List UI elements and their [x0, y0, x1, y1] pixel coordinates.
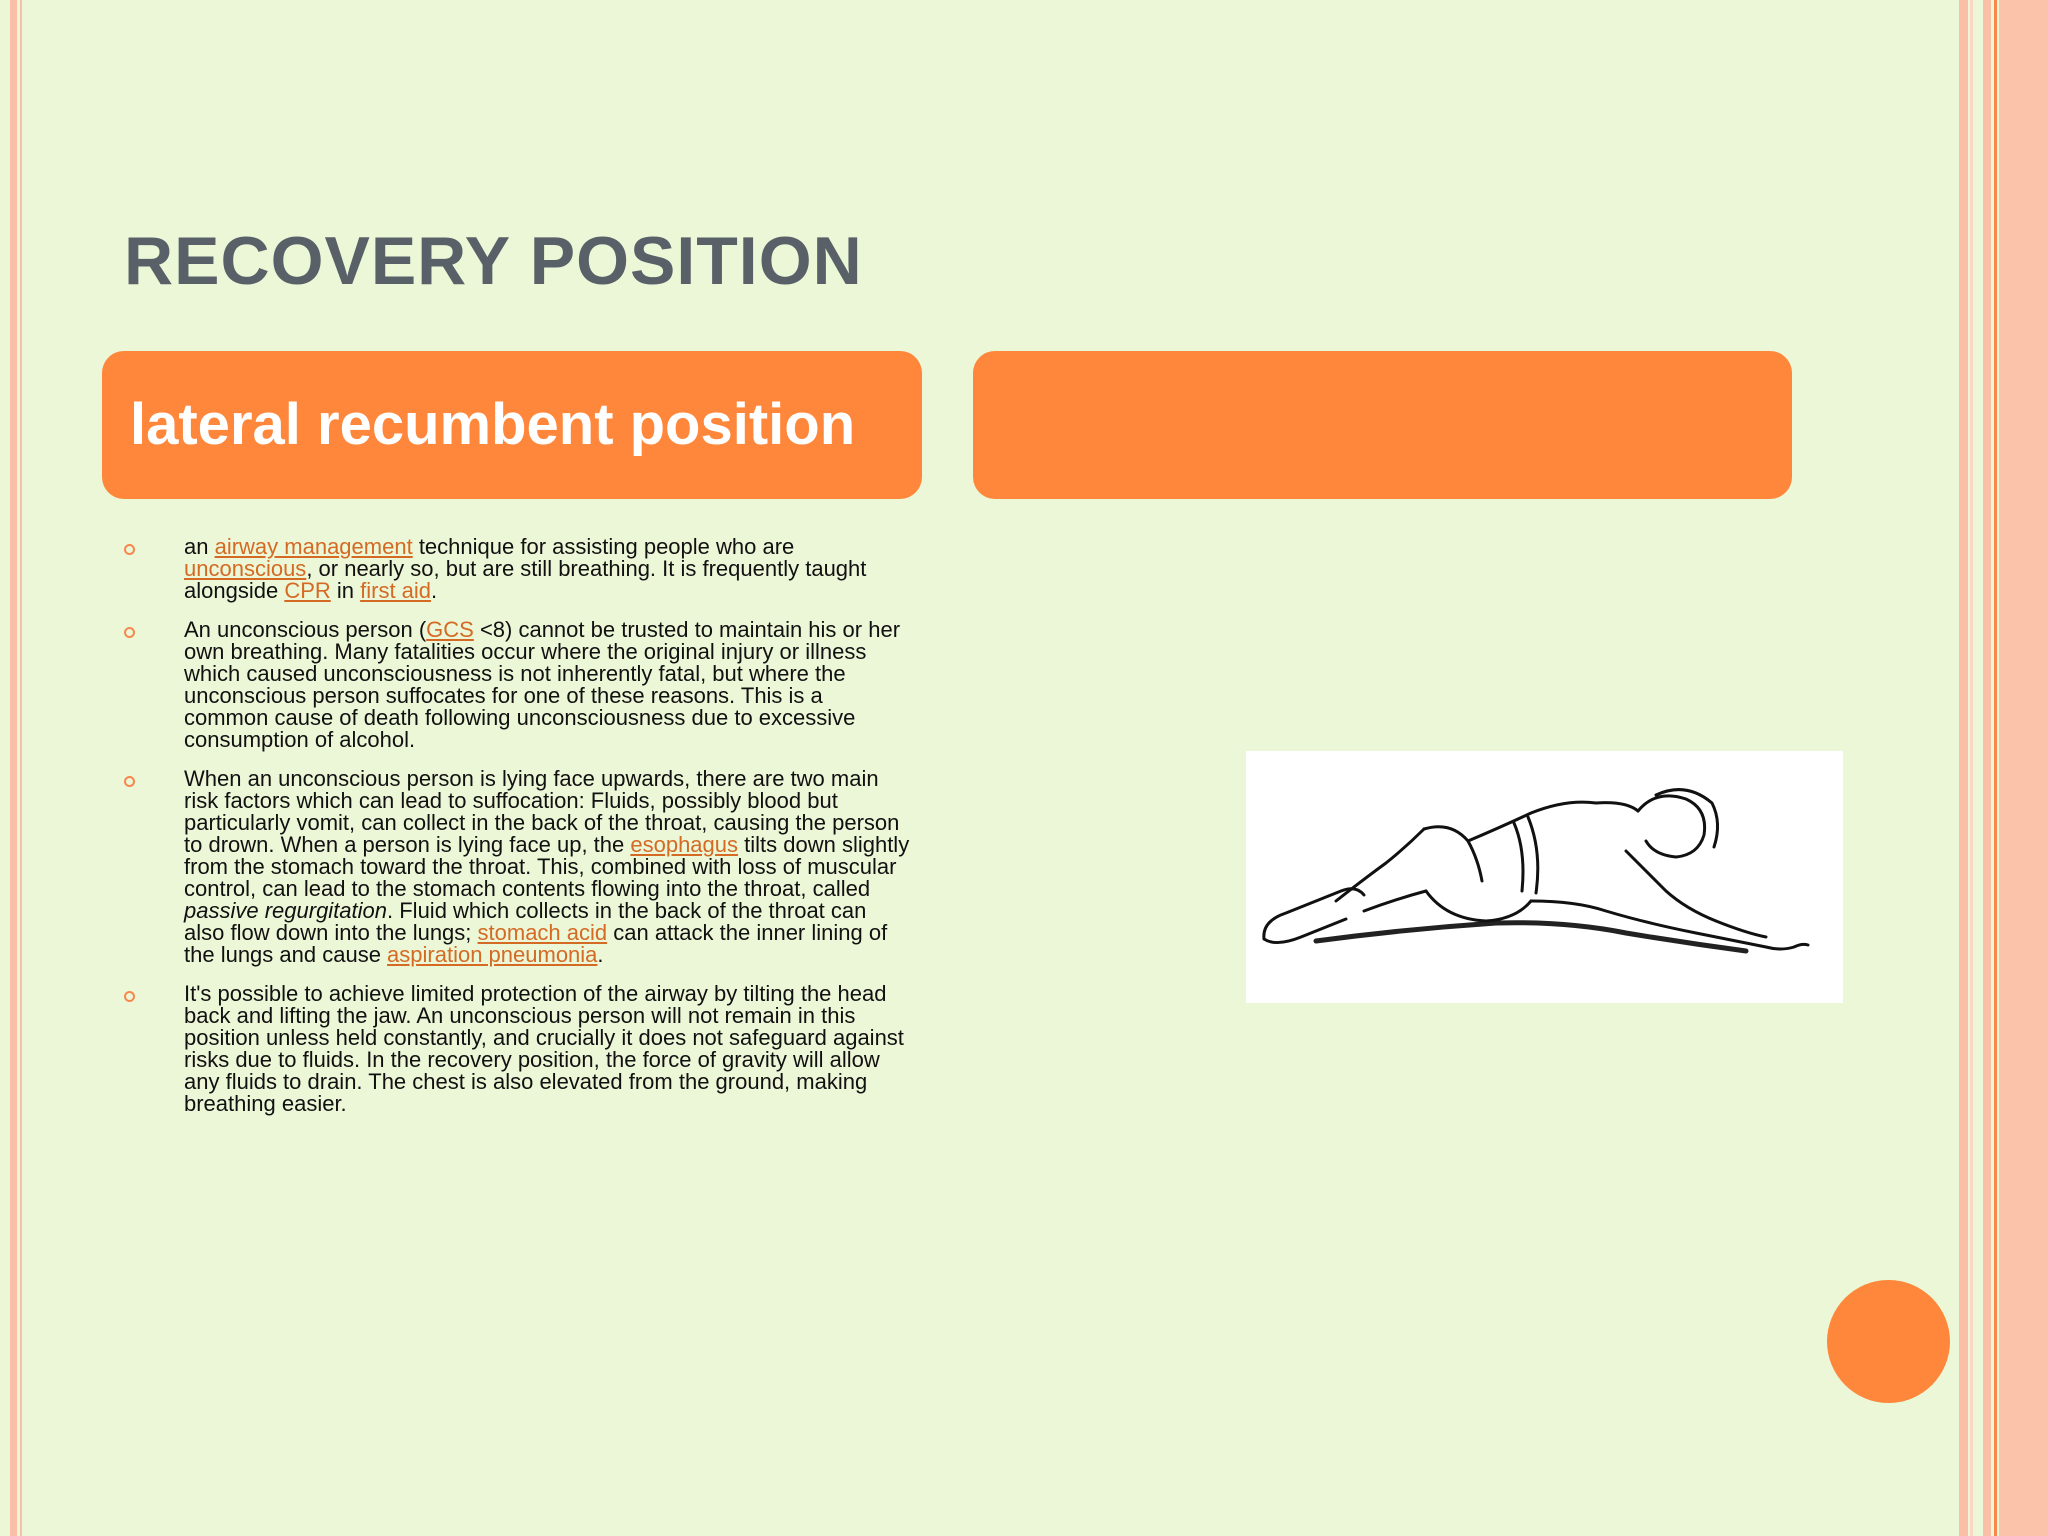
bullet-text: . Fluid which collects in the back of the throat can also flow down into the lungs; — [184, 898, 867, 945]
link-unconscious[interactable]: unconscious — [184, 556, 307, 581]
bullet-circle-icon — [124, 544, 135, 555]
bullet-text: . — [597, 942, 604, 967]
slide-title: RECOVERY POSITION — [124, 223, 863, 299]
link-stomach-acid[interactable]: stomach acid — [477, 920, 608, 945]
bullet-text: . — [431, 578, 438, 603]
left-border-stripe-thin — [20, 0, 22, 1536]
bullet-text: An unconscious person ( — [184, 617, 427, 642]
link-gcs[interactable]: GCS — [426, 617, 474, 642]
left-border-stripe — [10, 0, 17, 1536]
recovery-position-illustration — [1246, 751, 1843, 1003]
bullet-text: When an unconscious person is lying face upwards, there are two main risk factors which can lead to suffocation: Fluids, possibly blood but particularly vomit, can collect in the back of the throat, causing the person to drown. When a person is lying face up, the — [184, 766, 900, 857]
right-border-stripe — [1959, 0, 1968, 1536]
recovery-position-figure-icon — [1246, 751, 1843, 1003]
bullet-text: It's possible to achieve limited protection of the airway by tilting the head back and lifting the jaw. An unconscious person will not remain in this position unless held constantly, and crucially it does not safeguard against risks due to fluids. In the recovery position, the force of gravity will allow any fluids to drain. The chest is also elevated from the ground, making breathing easier. — [184, 981, 904, 1116]
decorative-orange-circle — [1827, 1280, 1950, 1403]
right-border-stripe — [1983, 0, 1991, 1536]
link-esophagus[interactable]: esophagus — [630, 832, 739, 857]
link-first-aid[interactable]: first aid — [360, 578, 432, 603]
list-item — [120, 536, 910, 602]
bullet-text: tilts down slightly from the stomach toward the throat. This, combined with loss of muscular control, can lead to the stomach contents flowing into the throat, called — [184, 832, 910, 901]
right-border-stripe — [1970, 0, 1973, 1536]
bullet-emphasis-text: passive regurgitation — [184, 898, 388, 923]
right-header-box — [973, 351, 1792, 499]
list-item — [120, 619, 910, 751]
bullet-circle-icon — [124, 776, 135, 787]
right-border-band — [1999, 0, 2048, 1536]
list-item — [120, 768, 910, 966]
link-cpr[interactable]: CPR — [284, 578, 331, 603]
link-aspiration-pneumonia[interactable]: aspiration pneumonia — [387, 942, 598, 967]
bullet-circle-icon — [124, 627, 135, 638]
link-airway-management[interactable]: airway management — [214, 534, 413, 559]
bullet-text: an — [184, 534, 215, 559]
bullet-text: technique for assisting people who are — [412, 534, 795, 559]
right-border-stripe-accent — [1994, 0, 1997, 1536]
left-header-text: lateral recumbent position — [130, 392, 856, 457]
bullet-text: , or nearly so, but are still breathing. It is frequently taught alongside — [184, 556, 867, 603]
list-item — [120, 983, 910, 1115]
bullet-text: in — [330, 578, 361, 603]
left-header-box — [102, 351, 922, 499]
right-border-gap — [1975, 0, 1983, 1536]
bullet-text: <8) cannot be trusted to maintain his or her own breathing. Many fatalities occur where the original injury or illness which caused unconsciousness is not inherently fatal, but where the unconscious person suffocates for one of these reasons. This is a common cause of death following unconsciousness due to excessive consumption of alcohol. — [184, 617, 901, 752]
bullet-circle-icon — [124, 991, 135, 1002]
bullet-list — [120, 536, 910, 1132]
bullet-text: can attack the inner lining of the lungs and cause — [184, 920, 888, 967]
